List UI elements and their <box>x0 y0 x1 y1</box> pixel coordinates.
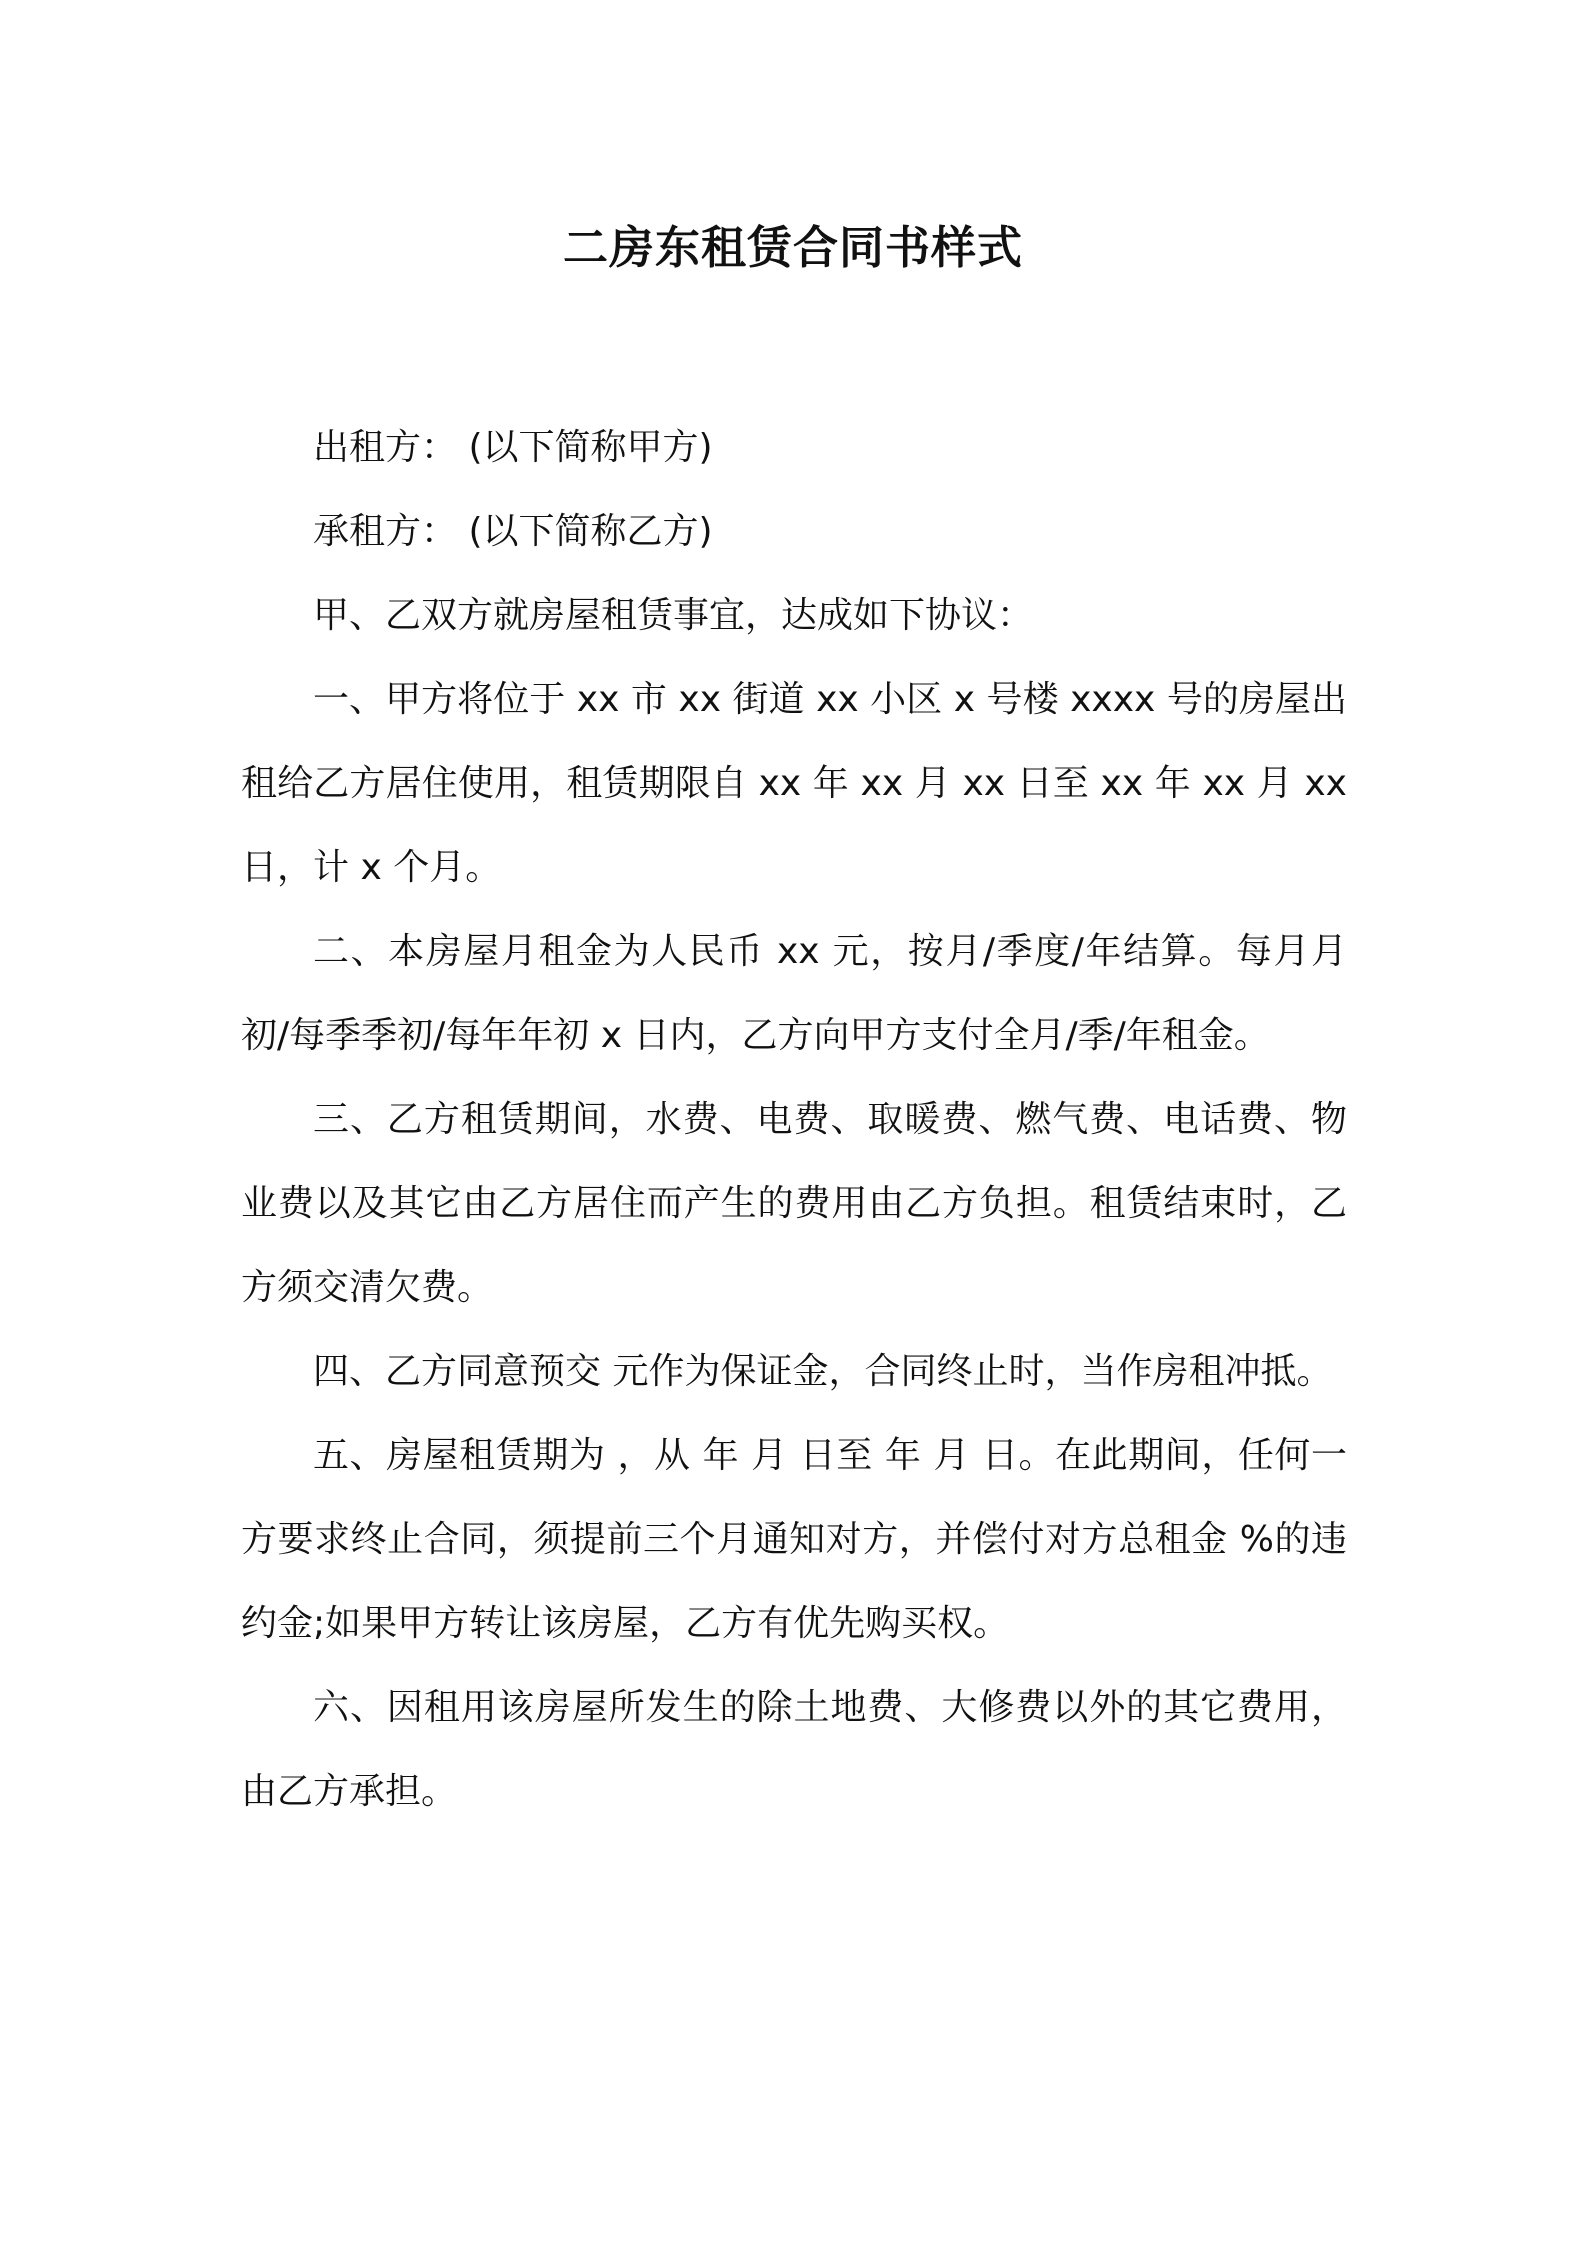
lessor-line: 出租方： (以下简称甲方) <box>313 427 713 468</box>
clause-4: 四、乙方同意预交 元作为保证金，合同终止时，当作房租冲抵。 <box>313 1351 1333 1392</box>
clause-2: 二、本房屋月租金为人民币 xx 元，按月/季度/年结算。每月月初/每季季初/每年年初 x 日内，乙方向甲方支付全月/季/年租金。 <box>241 931 1347 1056</box>
clause-1: 一、甲方将位于 xx 市 xx 街道 xx 小区 x 号楼 xxxx 号的房屋出租给乙方居住使用，租赁期限自 xx 年 xx 月 xx 日至 xx 年 xx 月 xx 日，计 x 个月。 <box>241 679 1347 888</box>
clause-5: 五、房屋租赁期为 ，从 年 月 日至 年 月 日。在此期间，任何一方要求终止合同，须提前三个月通知对方，并偿付对方总租金 %的违约金;如果甲方转让该房屋，乙方有优先购买权。 <box>241 1435 1347 1644</box>
clause-6: 六、因租用该房屋所发生的除土地费、大修费以外的其它费用，由乙方承担。 <box>241 1687 1347 1812</box>
document-body <box>241 406 1347 1834</box>
agreement-intro: 甲、乙双方就房屋租赁事宜，达成如下协议： <box>313 595 1034 636</box>
clause-3: 三、乙方租赁期间，水费、电费、取暖费、燃气费、电话费、物业费以及其它由乙方居住而产生的费用由乙方负担。租赁结束时，乙方须交清欠费。 <box>241 1099 1347 1308</box>
lessee-line: 承租方： (以下简称乙方) <box>313 511 713 552</box>
document-title: 二房东租赁合同书样式 <box>562 221 1023 274</box>
